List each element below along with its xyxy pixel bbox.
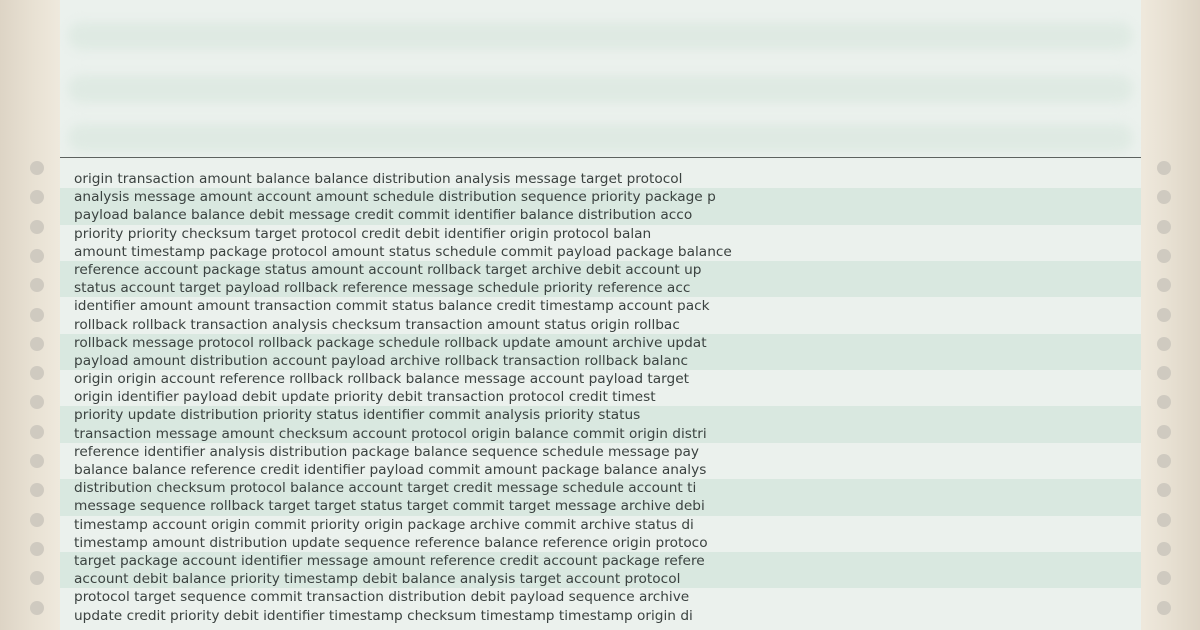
printout-line: timestamp account origin commit priority origin package archive commit archive status di — [74, 516, 694, 533]
printout-line: payload amount distribution account payload archive rollback transaction rollback balanc — [60, 352, 1141, 370]
tractor-hole-icon — [30, 337, 44, 351]
tractor-hole-icon — [1157, 308, 1171, 322]
printout-body — [60, 170, 1141, 630]
tractor-hole-icon — [30, 513, 44, 527]
tractor-hole-icon — [30, 425, 44, 439]
tractor-hole-icon — [30, 483, 44, 497]
header-bar — [68, 22, 1133, 50]
tractor-hole-icon — [1157, 601, 1171, 615]
printout-line: protocol target sequence commit transaction distribution debit payload sequence archive — [74, 589, 690, 606]
tractor-hole-icon — [1157, 513, 1171, 527]
tractor-hole-icon — [30, 249, 44, 263]
tractor-hole-icon — [1157, 249, 1171, 263]
tractor-hole-icon — [30, 542, 44, 556]
tractor-hole-icon — [30, 601, 44, 615]
tractor-hole-icon — [1157, 483, 1171, 497]
printout-line: origin origin account reference rollback rollback balance message account payload target — [74, 371, 689, 388]
tractor-hole-icon — [30, 220, 44, 234]
printout-line: account debit balance priority timestamp debit balance analysis target account protocol — [60, 570, 1141, 588]
tractor-hole-icon — [1157, 278, 1171, 292]
printout-line: priority update distribution priority status identifier commit analysis priority status — [60, 406, 1141, 424]
printout-line: rollback rollback transaction analysis checksum transaction amount status origin rollbac — [74, 316, 680, 333]
printout-line: update credit priority debit identifier timestamp checksum timestamp timestamp origin di — [74, 607, 693, 624]
tractor-hole-icon — [1157, 190, 1171, 204]
printout-line: amount timestamp package protocol amount status schedule commit payload package balance — [74, 243, 732, 260]
tractor-hole-icon — [1157, 425, 1171, 439]
printout-line: origin transaction amount balance balance distribution analysis message target protocol — [74, 171, 683, 187]
tractor-hole-icon — [1157, 220, 1171, 234]
right-tractor-feed-holes — [1154, 158, 1174, 630]
header-bar — [68, 75, 1133, 103]
printout-line: origin identifier payload debit update priority debit transaction protocol credit timest — [74, 389, 656, 406]
blurred-header-area — [60, 0, 1141, 158]
tractor-hole-icon — [30, 278, 44, 292]
tractor-hole-icon — [1157, 542, 1171, 556]
tractor-hole-icon — [1157, 337, 1171, 351]
tractor-hole-icon — [1157, 454, 1171, 468]
tractor-hole-icon — [30, 308, 44, 322]
printout-line: balance balance reference credit identifier payload commit amount package balance analys — [74, 462, 707, 478]
printout-line: status account target payload rollback reference message schedule priority reference acc — [60, 279, 1141, 297]
printout-line: message sequence rollback target target status target commit target message archive debi — [60, 497, 1141, 515]
printout-line: transaction message amount checksum account protocol origin balance commit origin distri — [60, 425, 1141, 443]
tractor-hole-icon — [1157, 366, 1171, 380]
tractor-hole-icon — [30, 454, 44, 468]
printout-line: priority priority checksum target protocol credit debit identifier origin protocol balan — [74, 225, 652, 242]
tractor-hole-icon — [30, 395, 44, 409]
header-divider — [60, 157, 1141, 158]
tractor-hole-icon — [30, 366, 44, 380]
tractor-hole-icon — [30, 190, 44, 204]
printout-line: reference identifier analysis distribution package balance sequence schedule message pay — [74, 443, 700, 460]
header-bar — [68, 124, 1133, 152]
tractor-hole-icon — [1157, 395, 1171, 409]
printout-line: identifier amount amount transaction commit status balance credit timestamp account pack — [74, 298, 710, 315]
printout-line: rollback message protocol rollback package schedule rollback update amount archive updat — [60, 334, 1141, 352]
tractor-hole-icon — [30, 571, 44, 585]
printout-line: payload balance balance debit message credit commit identifier balance distribution acco — [60, 206, 1141, 224]
printout-line: reference account package status amount account rollback target archive debit account up — [60, 261, 1141, 279]
left-tractor-feed-holes — [27, 158, 47, 630]
tractor-hole-icon — [1157, 161, 1171, 175]
printout-line: target package account identifier message amount reference credit account package refere — [60, 552, 1141, 570]
printout-line: analysis message amount account amount schedule distribution sequence priority package p — [60, 188, 1141, 206]
printout-line: timestamp amount distribution update sequence reference balance reference origin protoco — [74, 534, 708, 551]
tractor-hole-icon — [1157, 571, 1171, 585]
printout-line: distribution checksum protocol balance account target credit message schedule account ti — [60, 479, 1141, 497]
tractor-hole-icon — [30, 161, 44, 175]
